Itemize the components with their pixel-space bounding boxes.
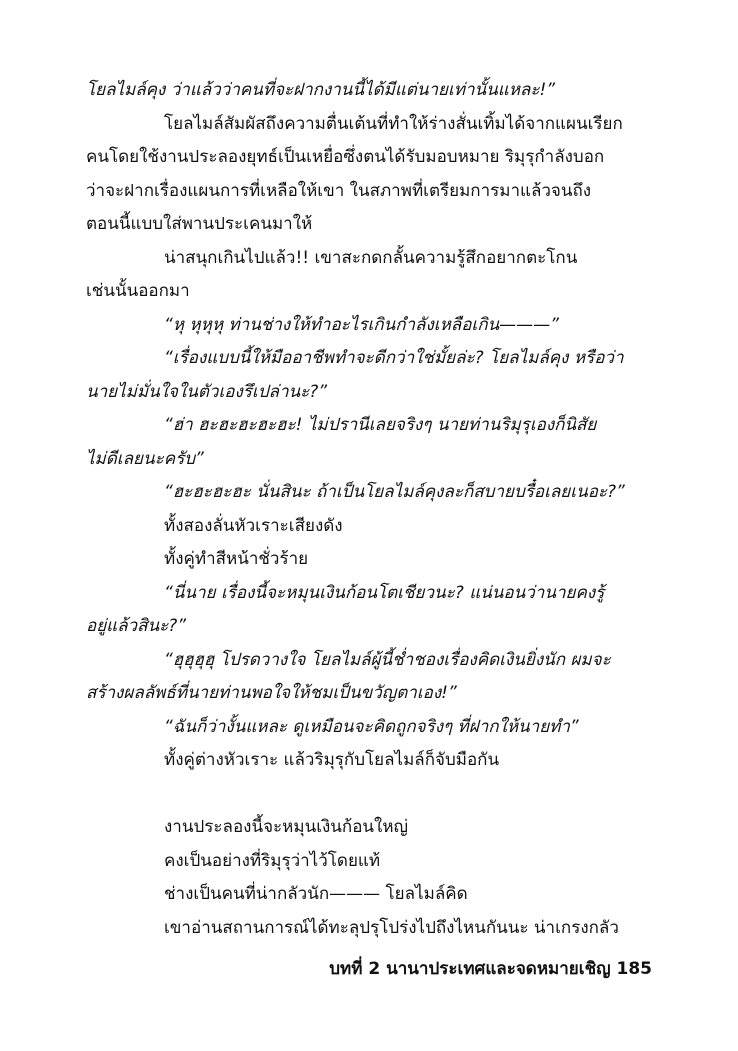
- text-line: น่าสนุกเกินไปแล้ว!! เขาสะกดกลั้นความรู้สึกอยากตะโกน: [164, 247, 578, 268]
- text-line: “ฉันก็ว่างั้นแหละ ดูเหมือนจะคิดถูกจริงๆ ที่ฝากให้นายทำ”: [164, 716, 579, 737]
- text-line: คนโดยใช้งานประลองยุทธ์เป็นเหยื่อซึ่งตนได้รับมอบหมาย ริมุรุกำลังบอก: [86, 147, 605, 167]
- text-line: ทั้งคู่ทำสีหน้าชั่วร้าย: [164, 549, 309, 569]
- text-line: นายไม่มั่นใจในตัวเองรึเปล่านะ?”: [86, 381, 328, 402]
- text-line: “ฮุฮุฮุฮุ โปรดวางใจ โยลไมล์ผู้นี้ช่ำชองเรื่องคิดเงินยิ่งนัก ผมจะ: [164, 649, 611, 670]
- text-line: ทั้งคู่ต่างหัวเราะ แล้วริมุรุกับโยลไมล์ก็จับมือกัน: [164, 750, 500, 770]
- text-line: ไม่ดีเลยนะครับ”: [86, 448, 204, 469]
- blank-line: [86, 778, 652, 812]
- text-line: “เรื่องแบบนี้ให้มืออาชีพทำจะดีกว่าใช่มั้ยล่ะ? โยลไมล์คุง หรือว่า: [164, 348, 624, 368]
- page-footer: บทที่ 2 นานาประเทศและจดหมายเชิญ 185: [329, 959, 652, 979]
- text-line: สร้างผลลัพธ์ที่นายท่านพอใจให้ชมเป็นขวัญตาเอง!”: [86, 683, 457, 703]
- text-line: เขาอ่านสถานการณ์ได้ทะลุปรุโปร่งไปถึงไหนกันนะ น่าเกรงกลัว: [164, 917, 619, 938]
- text-line: อยู่แล้วสินะ?”: [86, 616, 187, 636]
- body-text: [86, 74, 652, 945]
- text-line: “ฮะฮะฮะฮะ นั่นสินะ ถ้าเป็นโยลไมล์คุงละก็สบายบรื๋อเลยเนอะ?”: [164, 482, 625, 502]
- text-line: “นี่นาย เรื่องนี้จะหมุนเงินก้อนโตเชียวนะ? แน่นอนว่านายคงรู้: [164, 582, 605, 603]
- text-line: คงเป็นอย่างที่ริมุรุว่าไว้โดยแท้: [164, 850, 381, 871]
- text-line: งานประลองนี้จะหมุนเงินก้อนใหญ่: [164, 817, 409, 837]
- text-line: ทั้งสองลั่นหัวเราะเสียงดัง: [164, 515, 343, 536]
- text-line: โยลไมล์คุง ว่าแล้วว่าคนที่จะฝากงานนี้ได้มีแต่นายเท่านั้นแหละ!”: [86, 80, 556, 100]
- text-line: ตอนนี้แบบใส่พานประเคนมาให้: [86, 214, 313, 234]
- text-line: “ฮ่า ฮะฮะฮะฮะฮะ! ไม่ปรานีเลยจริงๆ นายท่านริมุรุเองก็นิสัย: [164, 415, 597, 435]
- text-line: เช่นนั้นออกมา: [86, 281, 190, 301]
- text-line: ว่าจะฝากเรื่องแผนการที่เหลือให้เขา ในสภาพที่เตรียมการมาแล้วจนถึง: [86, 180, 592, 201]
- text-line: “หุ หุหุหุ ท่านช่างให้ทำอะไรเกินกำลังเหลือเกิน———”: [164, 314, 559, 335]
- text-line: โยลไมล์สัมผัสถึงความตื่นเต้นที่ทำให้ร่างสั่นเทิ้มได้จากแผนเรียก: [164, 113, 623, 134]
- text-line: ช่างเป็นคนที่น่ากลัวนัก——— โยลไมล์คิด: [164, 884, 468, 904]
